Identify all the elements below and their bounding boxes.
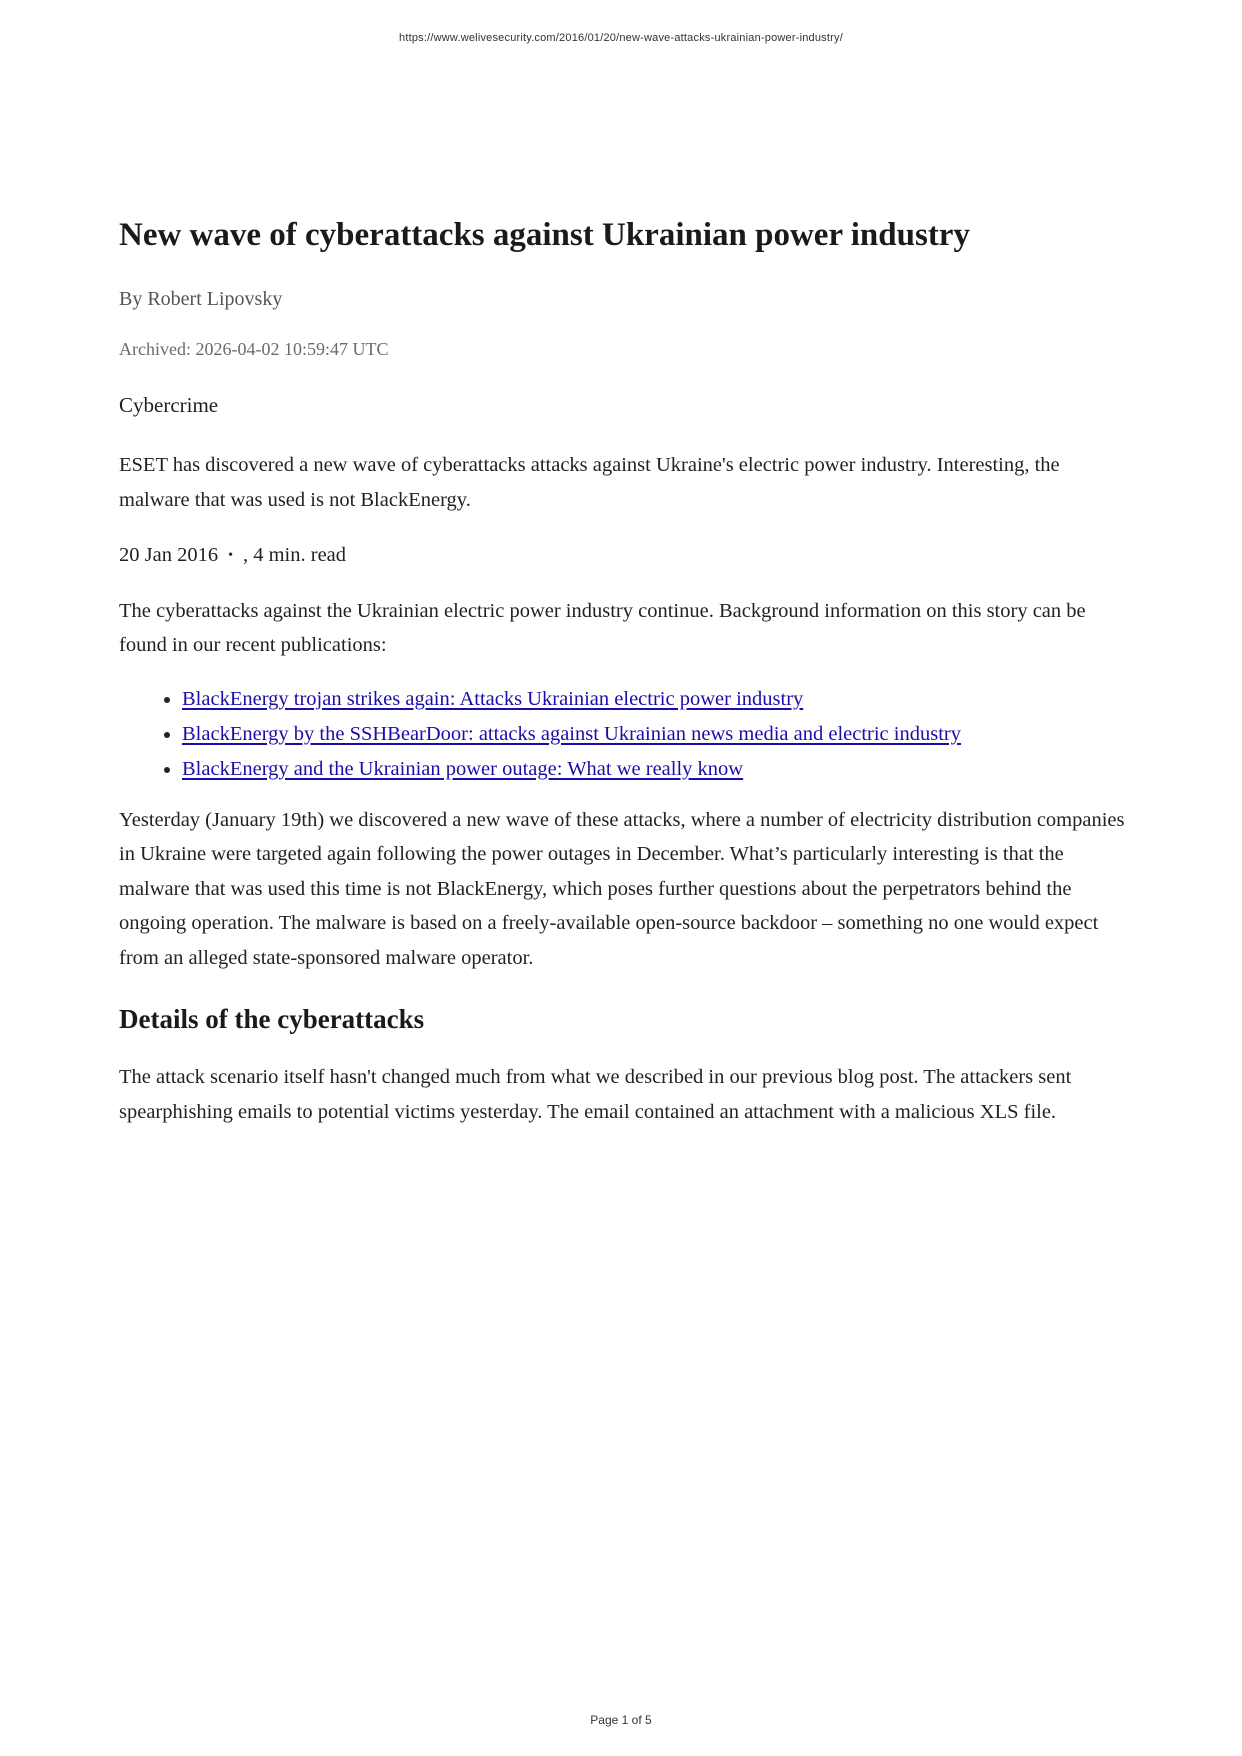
read-time: , 4 min. read [242,544,347,566]
article [119,212,1129,1123]
related-link-power-outage[interactable]: BlackEnergy and the Ukrainian power outage: What we really know [182,757,744,780]
section-heading: Details of the cyberattacks [119,1004,425,1034]
byline: By Robert Lipovsky [119,288,283,310]
list-item [182,717,1129,752]
category-label: Cybercrime [119,393,219,417]
related-link-sshbeardoor[interactable]: BlackEnergy by the SSHBearDoor: attacks against Ukrainian news media and electric industry [182,722,961,745]
page-number-footer: Page 1 of 5 [590,1713,652,1727]
body-paragraph-discovery: Yesterday (January 19th) we discovered a new wave of these attacks, where a number of electricity distribution companies in Ukraine were targeted again following the power outages in December. What’s particularly interesting is that the malware that was used this time is not BlackEnergy, which poses further questions about the perpetrators behind the ongoing operation. The malware is based on a freely-available open-source backdoor – something no one would expect from an alleged state-sponsored malware operator. [119,808,1125,969]
bullet-separator: • [228,548,233,563]
article-body [119,448,1129,1129]
list-item [182,752,1129,787]
body-paragraph-attack-scenario: The attack scenario itself hasn't changed much from what we described in our previous blog post. The attackers sent spearphishing emails to potential victims yesterday. The email contained an attachment with a malicious XLS file. [119,1066,1072,1123]
date-readtime-line [119,538,1129,574]
publish-date: 20 Jan 2016 [119,544,219,566]
list-item [182,682,1129,717]
page-url-header: https://www.welivesecurity.com/2016/01/20/new-wave-attacks-ukrainian-power-industry/ [399,32,843,44]
lead-paragraph: ESET has discovered a new wave of cyberattacks attacks against Ukraine's electric power industry. Interesting, the malware that was used is not BlackEnergy. [119,454,1060,511]
intro-paragraph: The cyberattacks against the Ukrainian electric power industry continue. Background information on this story can be found in our recent publications: [119,599,1086,656]
article-title: New wave of cyberattacks against Ukrainian power industry [119,217,970,253]
archived-timestamp: Archived: 2026-04-02 10:59:47 UTC [119,339,389,359]
related-links-list [119,682,1129,787]
related-link-trojan-strikes-again[interactable]: BlackEnergy trojan strikes again: Attacks Ukrainian electric power industry [182,687,804,710]
